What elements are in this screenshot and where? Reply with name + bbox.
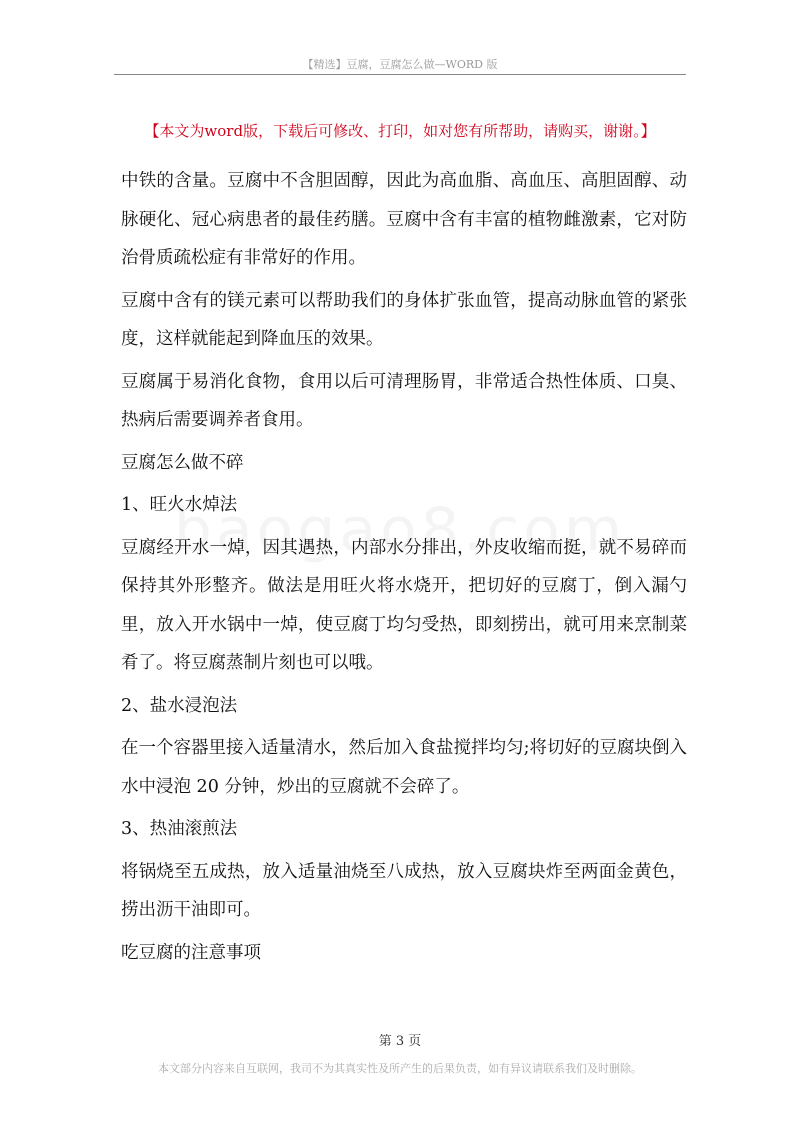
section-heading: 吃豆腐的注意事项 (121, 942, 261, 963)
paragraph: 将锅烧至五成热，放入适量油烧至八成热，放入豆腐块炸至两面金黄色，捞出沥干油即可。 (121, 861, 687, 920)
subsection-heading: 1、旺火水焯法 (121, 495, 238, 515)
section-heading: 豆腐怎么做不碎 (121, 452, 244, 473)
paragraph: 在一个容器里接入适量清水，然后加入食盐搅拌均匀;将切好的豆腐块倒入水中浸泡 20 分钟，炒出的豆腐就不会碎了。 (121, 738, 687, 797)
word-version-notice: 【本文为word版，下载后可修改、打印，如对您有所帮助，请购买，谢谢。】 (144, 122, 656, 140)
page-footer-disclaimer: 本文部分内容来自互联网，我司不为其真实性及所产生的后果负责，如有异议请联系我们及时删除。 (158, 1062, 642, 1075)
subsection-heading: 3、热油滚煎法 (121, 819, 238, 839)
paragraph: 豆腐中含有的镁元素可以帮助我们的身体扩张血管，提高动脉血管的紧张度，这样就能起到降血压的效果。 (121, 290, 687, 349)
page-number: 第 3 页 (378, 1034, 422, 1049)
page-header: 【精选】豆腐，豆腐怎么做—WORD 版 (302, 58, 498, 71)
paragraph: 豆腐经开水一焯，因其遇热，内部水分排出，外皮收缩而挺，就不易碎而保持其外形整齐。做法是用旺火将水烧开，把切好的豆腐丁，倒入漏勺里，放入开水锅中一焯，使豆腐丁均匀受热，即刻捞出，就可用来烹制菜肴了。将豆腐蒸制片刻也可以哦。 (121, 537, 687, 673)
paragraph: 中铁的含量。豆腐中不含胆固醇，因此为高血脂、高血压、高胆固醇、动脉硬化、冠心病患者的最佳药膳。豆腐中含有丰富的植物雌激素，它对防治骨质疏松症有非常好的作用。 (121, 171, 687, 268)
header-divider (114, 74, 686, 75)
document-body (121, 162, 687, 976)
subsection-heading: 2、盐水浸泡法 (121, 695, 238, 716)
paragraph: 豆腐属于易消化食物，食用以后可清理肠胃，非常适合热性体质、口臭、热病后需要调养者食用。 (121, 371, 687, 430)
